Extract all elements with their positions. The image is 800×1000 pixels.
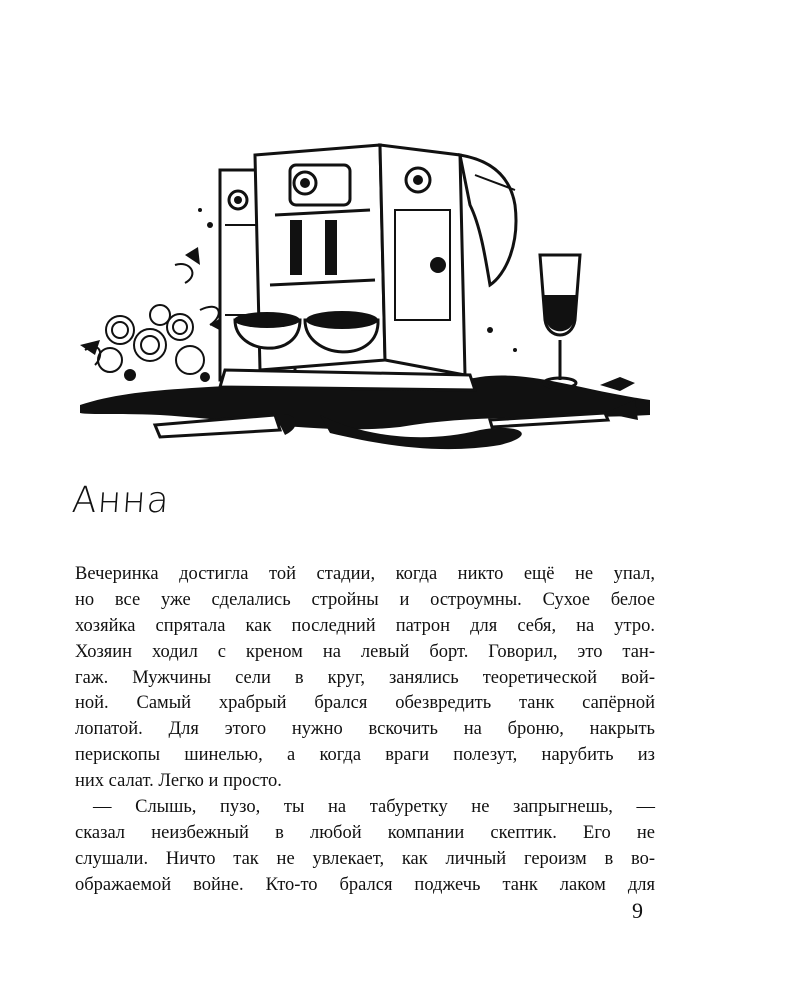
body-text: [75, 562, 655, 899]
text-line: Хозяин ходил с креном на левый борт. Говорил, это тан-: [75, 641, 655, 662]
coffee-machine-illustration: [60, 115, 670, 465]
text-line: лопатой. Для этого нужно вскочить на броню, накрыть: [75, 719, 655, 740]
text-line: хозяйка спрятала как последний патрон для себя, на утро.: [75, 615, 655, 636]
text-line: но все уже сделались стройны и остроумны. Сухое белое: [75, 589, 655, 610]
text-line: Вечеринка достигла той стадии, когда никто ещё не упал,: [75, 564, 655, 584]
text-line: сказал неизбежный в любой компании скептик. Его не: [75, 822, 655, 843]
text-line: слушали. Ничто так не увлекает, как личный героизм в во-: [75, 848, 655, 869]
text-line: ной. Самый храбрый брался обезвредить танк сапёрной: [75, 693, 655, 714]
page-number: 9: [632, 898, 643, 923]
text-line: них салат. Легко и просто.: [75, 771, 282, 792]
text-line: гаж. Мужчины сели в круг, занялись теоретической вой-: [75, 667, 655, 688]
chapter-title: Анна: [70, 480, 172, 521]
text-line: перископы шинелью, а когда враги полезут, нарубить из: [75, 745, 655, 766]
text-line: ображаемой войне. Кто-то брался поджечь танк лаком для: [75, 874, 655, 895]
chapter-illustration: [60, 115, 670, 465]
text-line: — Слышь, пузо, ты на табуретку не запрыгнешь, —: [93, 797, 655, 818]
